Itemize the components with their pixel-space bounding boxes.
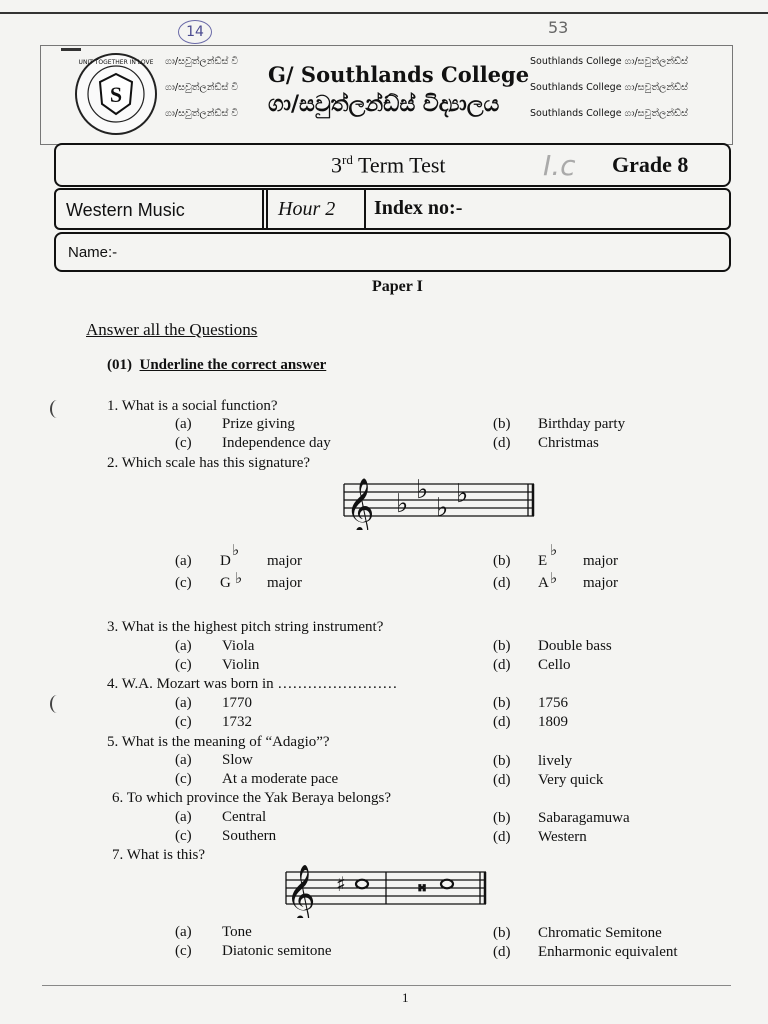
question-2: 2. Which scale has this signature? [107, 455, 311, 471]
watermark-right-3: Southlands College ගා/සවුත්ලන්ඩ්ස් [530, 108, 688, 119]
option-1c[interactable]: (c) Independence day [175, 435, 331, 451]
option-2a[interactable]: (a) D ♭ major [175, 541, 302, 569]
option-4b[interactable]: (b) 1756 [493, 695, 568, 711]
treble-clef-icon: 𝄞 [346, 478, 375, 530]
option-3b[interactable]: (b) Double bass [493, 638, 612, 654]
term-title: 3rd Term Test [331, 152, 446, 178]
svg-text:UNIT TOGETHER IN LOVE: UNIT TOGETHER IN LOVE [78, 59, 154, 66]
term-test-bar [54, 143, 731, 187]
sharp-icon: ♯ [336, 872, 346, 896]
flat-icon: ♭ [436, 493, 449, 523]
option-5b[interactable]: (b) lively [493, 753, 573, 769]
option-6d[interactable]: (d) Western [493, 829, 587, 845]
option-7d[interactable]: (d) Enharmonic equivalent [493, 944, 678, 960]
watermark-left-1: ගා/සවුත්ලන්ඩ්ස් වි [165, 56, 239, 67]
handwritten-ic: I.c [543, 149, 576, 182]
watermark-right-1: Southlands College ගා/සවුත්ලන්ඩ්ස් [530, 56, 688, 67]
option-1a[interactable]: (a) Prize giving [175, 416, 295, 432]
option-7a[interactable]: (a) Tone [175, 924, 252, 940]
watermark-left-2: ගා/සවුත්ලන්ඩ්ස් වි [165, 82, 239, 93]
name-row [54, 232, 731, 272]
question-7: 7. What is this? [112, 847, 206, 863]
name-label: Name:- [68, 244, 118, 261]
option-6b[interactable]: (b) Sabaragamuwa [493, 810, 630, 826]
main-instruction: Answer all the Questions [86, 320, 258, 339]
flat-icon: ♭ [456, 479, 469, 509]
hour-label: Hour 2 [278, 198, 336, 220]
option-5c[interactable]: (c) At a moderate pace [175, 771, 339, 787]
option-6a[interactable]: (a) Central [175, 809, 267, 825]
whole-note [441, 880, 453, 889]
double-sharp-icon: 𝄪 [418, 875, 427, 896]
school-logo [72, 50, 160, 138]
paper-label: Paper I [372, 278, 423, 295]
option-5a[interactable]: (a) Slow [175, 752, 253, 768]
index-label: Index no:- [374, 197, 463, 219]
section-header: (01) Underline the correct answer [107, 357, 327, 373]
page-number: 1 [402, 990, 409, 1005]
punch-mark [50, 695, 64, 713]
option-5d[interactable]: (d) Very quick [493, 772, 604, 788]
question-3: 3. What is the highest pitch string instrument? [107, 619, 384, 635]
question-5: 5. What is the meaning of “Adagio”? [107, 734, 330, 750]
grade-label: Grade 8 [612, 152, 689, 177]
question-1: 1. What is a social function? [107, 398, 278, 414]
info-row [54, 188, 731, 230]
option-2d[interactable]: (d) A ♭ major [493, 569, 618, 591]
option-4d[interactable]: (d) 1809 [493, 714, 568, 730]
option-1d[interactable]: (d) Christmas [493, 435, 599, 451]
flat-icon: ♭ [396, 489, 409, 519]
footer-rule [42, 985, 731, 986]
key-signature-staff [340, 464, 536, 530]
option-7b[interactable]: (b) Chromatic Semitone [493, 925, 662, 941]
watermark-right-2: Southlands College ගා/සවුත්ලන්ඩ්ස් [530, 82, 688, 93]
option-3d[interactable]: (d) Cello [493, 657, 571, 673]
option-3a[interactable]: (a) Viola [175, 638, 255, 654]
subject-label: Western Music [66, 200, 185, 220]
treble-clef-icon: 𝄞 [286, 864, 316, 918]
flat-icon: ♭ [416, 475, 429, 505]
divider [262, 188, 264, 230]
option-3c[interactable]: (c) Violin [175, 657, 260, 673]
interval-staff [282, 848, 488, 918]
punch-mark [50, 400, 64, 418]
option-2c[interactable]: (c) G ♭ major [175, 569, 302, 591]
option-1b[interactable]: (b) Birthday party [493, 416, 626, 432]
school-name-english: G/ Southlands College [268, 62, 530, 87]
school-name-sinhala: ගා/සවුත්ලන්ඩ්ස් විද්‍යාලය [268, 92, 500, 117]
top-rule [0, 12, 768, 14]
option-6c[interactable]: (c) Southern [175, 828, 277, 844]
option-2b[interactable]: (b) E ♭ major [493, 541, 618, 569]
option-7c[interactable]: (c) Diatonic semitone [175, 943, 332, 959]
question-6: 6. To which province the Yak Beraya belongs? [112, 790, 392, 806]
svg-text:S: S [109, 82, 123, 107]
whole-note [356, 880, 368, 889]
watermark-left-3: ගා/සවුත්ලන්ඩ්ස් වි [165, 108, 239, 119]
option-4c[interactable]: (c) 1732 [175, 714, 252, 730]
handwritten-page-count: 53 [548, 18, 569, 37]
question-4: 4. W.A. Mozart was born in …………………… [107, 676, 398, 692]
handwritten-circle-number: 14 [178, 20, 212, 44]
option-4a[interactable]: (a) 1770 [175, 695, 252, 711]
